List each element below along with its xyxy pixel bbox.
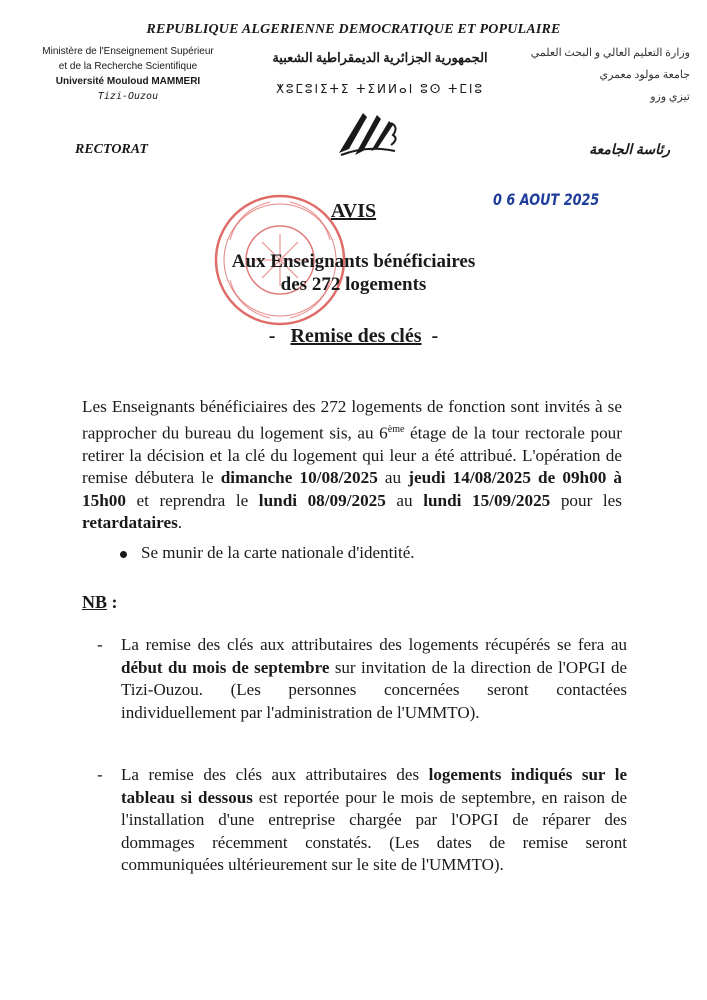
nb-item1-text-b: sur invitation de la direction de l'OPGI de Tizi-Ouzou. (Les personnes concernées seront contactées individuellement par l'administration de l'UMMTO). bbox=[121, 657, 627, 722]
audience-line1: Aux Enseignants bénéficiaires bbox=[231, 251, 476, 272]
p1-resume-date: lundi 08/09/2025 bbox=[258, 490, 386, 510]
nb-heading bbox=[82, 592, 118, 613]
tifinagh-republic: ⵅⵓⵎⵓⵏⵉⵜⵉ ⵜⵉⵍⵍⴰⵏ ⵓⵙ ⵜⵎⵏⵓ bbox=[276, 82, 484, 96]
subtitle bbox=[0, 325, 707, 348]
nb-item1-bold: début du mois de septembre bbox=[121, 657, 330, 677]
bullet-icon bbox=[120, 551, 127, 558]
dash-icon: - bbox=[97, 765, 103, 784]
bullet-item bbox=[120, 543, 415, 563]
nb-label: NB bbox=[82, 592, 108, 612]
p1-text-c: au bbox=[377, 468, 409, 488]
nb-item2-bold: logements indiqués sur le tableau si dessous bbox=[121, 765, 627, 807]
arabic-ministry-block bbox=[520, 42, 690, 108]
arabic-university: جامعة مولود معمري bbox=[599, 69, 690, 81]
p1-start-date: dimanche 10/08/2025 bbox=[220, 468, 378, 488]
nb-item2-text-a: La remise des clés aux attributaires des bbox=[121, 765, 429, 784]
p1-latecomers: retardataires bbox=[82, 513, 178, 533]
avis-title: AVIS bbox=[330, 200, 377, 222]
p1-text-f: pour les bbox=[550, 490, 622, 510]
p1-text-a: Les Enseignants bénéficiaires des 272 logements de fonction sont invités à se rapprocher du bureau du logement sis, au 6 bbox=[82, 397, 622, 443]
nb-item2-text-b: est reportée pour le mois de septembre, en raison de l'installation d'une entreprise chargée par l'OPGI de réparer des dommages récemment constatés. (Les dates de remise seront communiquées ultérieurement sur le site de l'UMMTO). bbox=[121, 787, 627, 874]
nb-colon: : bbox=[107, 592, 118, 612]
audience-line2: des 272 logements bbox=[280, 274, 427, 295]
subtitle-dash-right: - bbox=[431, 325, 439, 347]
p1-text-d: et reprendra le bbox=[125, 490, 259, 510]
rectorat-label: RECTORAT bbox=[75, 142, 148, 157]
date-stamp: 0 6 AOUT 2025 bbox=[493, 190, 600, 209]
dash-icon: - bbox=[97, 635, 103, 654]
nb-item-1 bbox=[97, 634, 627, 724]
bullet-text: Se munir de la carte nationale d'identité. bbox=[141, 543, 415, 562]
arabic-republic: الجمهورية الجزائرية الديمقراطية الشعبية bbox=[272, 50, 488, 65]
university-name: Université Mouloud MAMMERI bbox=[55, 76, 201, 87]
subtitle-text: Remise des clés bbox=[290, 325, 422, 347]
p1-text-e: au bbox=[385, 490, 424, 510]
ministry-line1: Ministère de l'Enseignement Supérieur bbox=[42, 46, 214, 57]
arabic-city: تيزي وزو bbox=[650, 91, 690, 103]
republic-title: REPUBLIQUE ALGERIENNE DEMOCRATIQUE ET POPULAIRE bbox=[146, 22, 561, 37]
nb-item1-text-a: La remise des clés aux attributaires des logements récupérés se fera au bbox=[121, 635, 627, 654]
p1-end-date-hours: jeudi 14/08/2025 de 09h00 à 15h00 bbox=[82, 468, 623, 510]
nb-item-2 bbox=[97, 764, 627, 877]
university-logo-icon bbox=[333, 105, 403, 163]
p1-sup: ème bbox=[387, 423, 405, 435]
p1-text-b: étage de la tour rectorale pour retirer la décision et la clé du logement qui leur a été attribué. L'opération de remise débutera le bbox=[82, 423, 622, 488]
ministry-line2: et de la Recherche Scientifique bbox=[58, 61, 198, 72]
arabic-presidency-label: رئاسة الجامعة bbox=[589, 143, 670, 158]
p1-text-g: . bbox=[177, 513, 183, 533]
subtitle-dash-left: - bbox=[268, 325, 276, 347]
arabic-ministry: وزارة التعليم العالي و البحث العلمي bbox=[530, 47, 690, 59]
city-name: Tizi-Ouzou bbox=[97, 91, 159, 102]
main-paragraph bbox=[82, 396, 622, 535]
p1-final-date: lundi 15/09/2025 bbox=[423, 490, 551, 510]
ministry-block bbox=[28, 44, 228, 104]
